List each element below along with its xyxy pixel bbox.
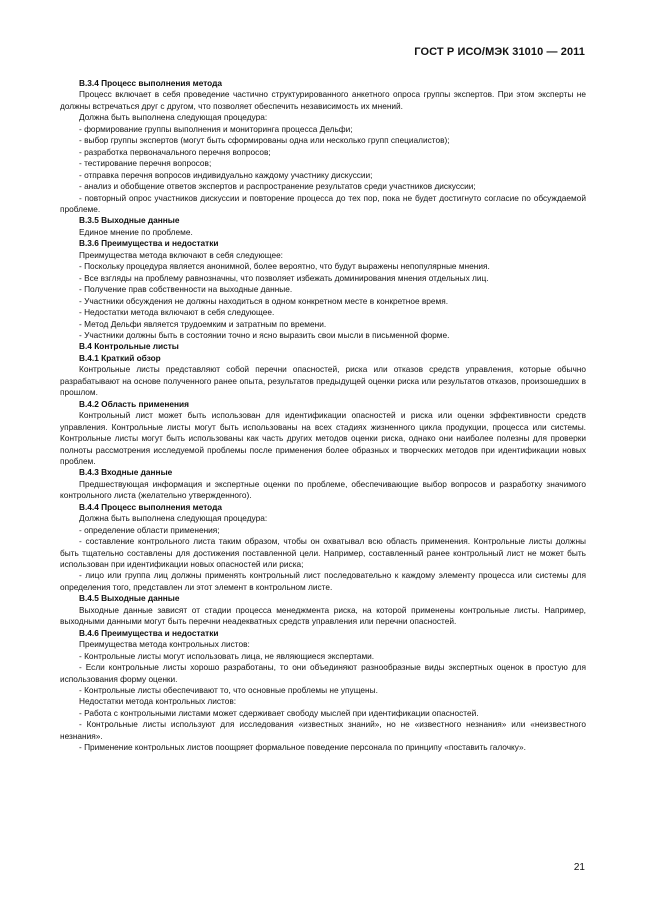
paragraph: - Участники должны быть в состоянии точно и ясно выразить свои мысли в письменной форме. [79, 329, 450, 340]
paragraph: Должна быть выполнена следующая процедура: [79, 112, 268, 123]
paragraph: - Получение прав собственности на выходные данные. [79, 284, 293, 295]
paragraph: - Контрольные листы используют для исследования «известных знаний», но не «известного незнания» или «неизвестного незнания». [60, 719, 586, 741]
paragraph: - Все взгляды на проблему равнозначны, что позволяет избежать доминирования мнения отдельных лиц. [79, 272, 489, 283]
section-heading: B.4.2 Область применения [79, 398, 189, 409]
section-heading: B.4.3 Входные данные [79, 467, 173, 478]
paragraph: Должна быть выполнена следующая процедура: [79, 513, 268, 524]
paragraph: - Если контрольные листы хорошо разработаны, то они объединяют разнообразные виды экспертных оценок в простую для использования форму оценки. [60, 662, 586, 684]
paragraph: Контрольный лист может быть использован для идентификации опасностей и риска или оценки эффективности средств управления. Контрольные листы могут быть использованы на всех стадиях жизненного цикла продукции, процесса или системы. Контрольные листы могут быть использованы как часть других методов оценки риска, однако они наиболее полезны для проверки полноты рассмотрения исследуемой проблемы после применения более образных и творческих методов при идентификации новых проблем. [60, 410, 586, 466]
paragraph: - Поскольку процедура является анонимной, более вероятно, что будут выражены непопулярные мнения. [79, 261, 490, 272]
section-heading: B.4.5 Выходные данные [79, 593, 180, 604]
section-heading: B.3.5 Выходные данные [79, 215, 180, 226]
section-heading: B.4.1 Краткий обзор [79, 352, 161, 363]
paragraph: - отправка перечня вопросов индивидуально каждому участнику дискуссии; [79, 169, 373, 180]
paragraph: - разработка первоначального перечня вопросов; [79, 146, 271, 157]
paragraph: - Контрольные листы могут использовать лица, не являющиеся экспертами. [79, 650, 375, 661]
paragraph: Преимущества метода контрольных листов: [79, 639, 250, 650]
paragraph: - анализ и обобщение ответов экспертов и распространение результатов среди участников дискуссии; [79, 181, 476, 192]
paragraph: - Работа с контрольными листами может сдерживает свободу мыслей при идентификации опасностей. [79, 707, 479, 718]
paragraph: - составление контрольного листа таким образом, чтобы он охватывал всю область применения. Контрольные листы должны быть тщательно составлены для достижения поставленной цели. Например, составленный ранее контрольный лист не может быть использован при идентификации новых опасностей или риска; [60, 536, 586, 570]
section-heading: B.3.6 Преимущества и недостатки [79, 238, 219, 249]
paragraph: Предшествующая информация и экспертные оценки по проблеме, обеспечивающие выбор вопросов и разработку значимого контрольного листа (желательно утвержденного). [60, 478, 586, 501]
page-header: ГОСТ Р ИСО/МЭК 31010 — 2011 [414, 46, 585, 58]
section-heading: B.4 Контрольные листы [79, 341, 179, 352]
paragraph: - Недостатки метода включают в себя следующее. [79, 307, 275, 318]
paragraph: - повторный опрос участников дискуссии и повторение процесса до тех пор, пока не будет достигнуто согласие по обсуждаемой проблеме. [60, 192, 586, 214]
paragraph: Единое мнение по проблеме. [79, 226, 193, 237]
paragraph: - выбор группы экспертов (могут быть сформированы одна или несколько групп специалистов); [79, 135, 450, 146]
paragraph: - определение области применения; [79, 524, 220, 535]
section-heading: B.4.6 Преимущества и недостатки [79, 627, 219, 638]
paragraph: Преимущества метода включают в себя следующее: [79, 249, 283, 260]
paragraph: - Применение контрольных листов поощряет формальное поведение персонала по принципу «поставить галочку». [79, 742, 526, 753]
paragraph: - Контрольные листы обеспечивают то, что основные проблемы не упущены. [79, 685, 378, 696]
paragraph: - Участники обсуждения не должны находиться в одном конкретном месте в конкретное время. [79, 295, 449, 306]
paragraph: Процесс включает в себя проведение частично структурированного анкетного опроса группы экспертов. При этом эксперты не должны встречаться друг с другом, что позволяет обеспечить независимость их мнений. [60, 89, 586, 111]
paragraph: Контрольные листы представляют собой перечни опасностей, риска или отказов средств управления, которые обычно разрабатывают на основе полученного ранее опыта, результатов предыдущей оценки риска или результатов отказов, произошедших в прошлом. [60, 364, 586, 398]
paragraph: - лицо или группа лиц должны применять контрольный лист последовательно к каждому элементу процесса или системы для определения того, представлен ли этот элемент в контрольном листе. [60, 570, 586, 592]
section-heading: B.4.4 Процесс выполнения метода [79, 501, 223, 512]
paragraph: Недостатки метода контрольных листов: [79, 696, 237, 707]
section-heading: B.3.4 Процесс выполнения метода [79, 78, 223, 88]
page-content [60, 78, 586, 754]
page-number: 21 [573, 862, 585, 873]
paragraph: - Метод Дельфи является трудоемким и затратным по времени. [79, 318, 327, 329]
paragraph: Выходные данные зависят от стадии процесса менеджмента риска, на которой применены контрольные листы. Например, выходными данными могут быть перечни неадекватных средств управления или перечни опасностей. [60, 604, 586, 627]
paragraph: - тестирование перечня вопросов; [79, 158, 212, 169]
paragraph: - формирование группы выполнения и мониторинга процесса Дельфи; [79, 123, 353, 134]
